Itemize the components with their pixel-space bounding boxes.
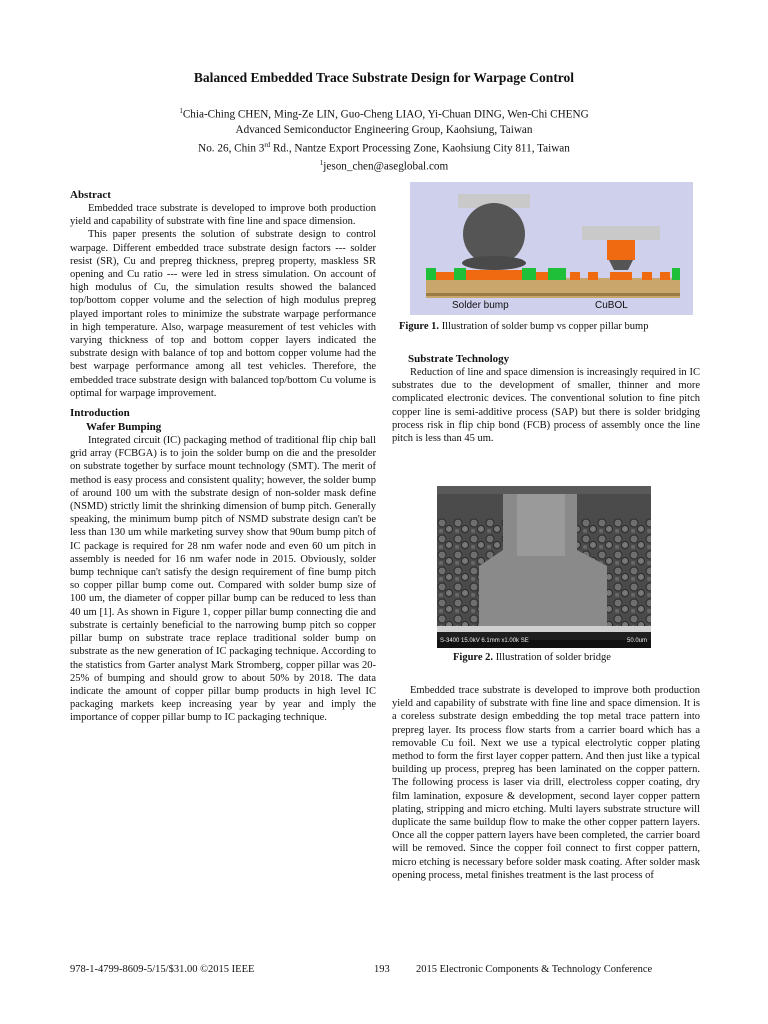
figure-1-illustration	[410, 182, 693, 315]
author-sup: 1	[179, 107, 183, 115]
figure-2-caption	[453, 652, 611, 663]
author-email	[0, 156, 768, 175]
introduction-paragraph: Integrated circuit (IC) packaging method of traditional flip chip ball grid array (FCBGA) is to join the solder bump on die and the presolder on substrate together by surface mount technology (SMT). The merit of method is easy process and consistent quality; however, the solder bump of around 100 um with the substrate design of non-solder mask define (NSMD) strictly limit the shrinking dimension of bump pitch. Generally speaking, the minimum bump pitch of NSMD substrate design can't be less than 130 um while marketing survey show that 90um bump pitch of IC package is required for 28 nm wafer node and even 60 um pitch in assembly is needed for 16 nm wafer node in 2015. Obviously, solder bump technique can't satisfy the design requirement of fine bump pitch so copper pillar bump come out. Compared with solder bump size of 100 um, the diameter of copper pillar bump can be reduced to less than 40 um [1]. As shown in Figure 1, copper pillar bump connecting die and substrate is certainly beneficial to the narrowing bump pitch so copper pillar bump on substrate trace replace traditional solder bump on substrate as the new generation of IC packaging technique. According to the statistics from Garter analyst Mark Stromberg, copper pillar was 20-25% of bumping and should grow to about 50% by 2018. The data indicate the amount of copper pillar bump products in high level IC packaging markets keep increasing year by year and imply the importance of copper pillar bump to IC packaging technique.	[70, 435, 376, 724]
figure-2-caption-text: Illustration of solder bridge	[493, 652, 611, 663]
email-sup: 1	[319, 159, 324, 168]
address-pre: No. 26, Chin 3	[198, 142, 265, 155]
paper-title: Balanced Embedded Trace Substrate Design for Warpage Control	[193, 70, 575, 85]
figure-2-sem-picture	[437, 486, 651, 648]
figure-2-caption-label: Figure 2.	[453, 652, 494, 663]
figure-2-image	[437, 486, 651, 648]
abstract-paragraph-1: Embedded trace substrate is developed to improve both production yield and capability of substrate with fine line and space dimension.	[70, 203, 376, 228]
introduction-heading: Introduction	[70, 407, 130, 420]
author-affiliation: Advanced Semiconductor Engineering Group, Kaohsiung, Taiwan	[235, 123, 533, 136]
figure-1-caption	[399, 321, 648, 332]
sem-info-left: S-3400 15.0kV 6.1mm x1.00k SE	[440, 638, 529, 644]
email-text: jeson_chen@aseglobal.com	[323, 161, 449, 174]
substrate-tech-heading: Substrate Technology	[408, 353, 510, 365]
wafer-bumping-heading: Wafer Bumping	[86, 421, 162, 434]
footer-isbn: 978-1-4799-8609-5/15/$31.00 ©2015 IEEE	[70, 964, 255, 975]
figure-1-image	[410, 182, 693, 315]
figure-1-label-solder-bump: Solder bump	[452, 300, 509, 311]
figure-1-caption-text: Illustration of solder bump vs copper pillar bump	[439, 321, 649, 332]
page-number: 193	[374, 964, 390, 975]
author-address	[0, 138, 768, 157]
ets-paragraph: Embedded trace substrate is developed to improve both production yield and capability of substrate with fine line and space dimension. It is a coreless substrate design embedding the top metal trace pattern into prepreg layer. Its process flow starts from a carrier board which has a removable Cu foil. Next we use a typical electrolytic copper plating method to form the first layer copper pattern. And then just like a typical building up process, prepreg has been laminated on the copper pattern. The following process is laser via drill, electroless copper coating, dry film lamination, exposure & development, second layer copper pattern plating, stripping and micro etching. Multi layers substrate structure will duplicate the same buildup flow to make the other copper pattern layers. Once all the copper pattern layers have been completed, the carrier board will be removed. Since the copper foil connect to first copper pattern, micro etching is necessary before solder mask coating. After solder mask opening process, metal finishes treatment is the last process of	[392, 685, 700, 881]
figure-1-label-cubol: CuBOL	[595, 300, 628, 311]
ets-section	[392, 684, 700, 882]
address-sup: rd	[264, 140, 271, 149]
abstract-paragraph-2: This paper presents the solution of substrate design to control warpage. Different embedded trace substrate design factors --- solder resist (SR), Cu and prepreg thickness, prepreg property, maskless SR opening and Cu ratio --- were led in stress simulation. On account of high modulus of Cu, the simulation results showed the balanced top/bottom copper volume and the selection of high modulus prepreg played important roles to minimize the substrate warpage performance in high temperature. Also, warpage measurement of test vehicles with varying thickness of top and bottom copper layers indicated the substrate design with balance of top and bottom copper volume had the best warpage performance among all test vehicles. Therefore, the embedded trace substrate design with balanced top/bottom Cu volume is optimal for warpage improvement.	[70, 229, 376, 399]
substrate-tech-section	[392, 352, 700, 445]
sem-scale: 50.0um	[626, 638, 647, 644]
author-names-text: Chia-Ching CHEN, Ming-Ze LIN, Guo-Cheng LIAO, Yi-Chuan DING, Wen-Chi CHENG	[182, 108, 589, 121]
left-column	[70, 188, 376, 725]
author-names	[0, 104, 768, 123]
substrate-tech-paragraph: Reduction of line and space dimension is increasingly required in IC substrates due to the development of smaller, thinner and more complicated electronic devices. The conventional solution to fine pitch copper line is semi-additive process (SAP) but there is solder bridging process risk in flip chip bond (FCB) process of assembly once the line pitch is less than 45 um.	[392, 367, 700, 445]
address-post: Rd., Nantze Export Processing Zone, Kaohsiung City 811, Taiwan	[270, 142, 570, 155]
abstract-heading: Abstract	[70, 189, 111, 201]
figure-1-caption-label: Figure 1.	[399, 321, 440, 332]
author-block	[0, 104, 768, 175]
footer-conference: 2015 Electronic Components & Technology Conference	[416, 964, 653, 975]
